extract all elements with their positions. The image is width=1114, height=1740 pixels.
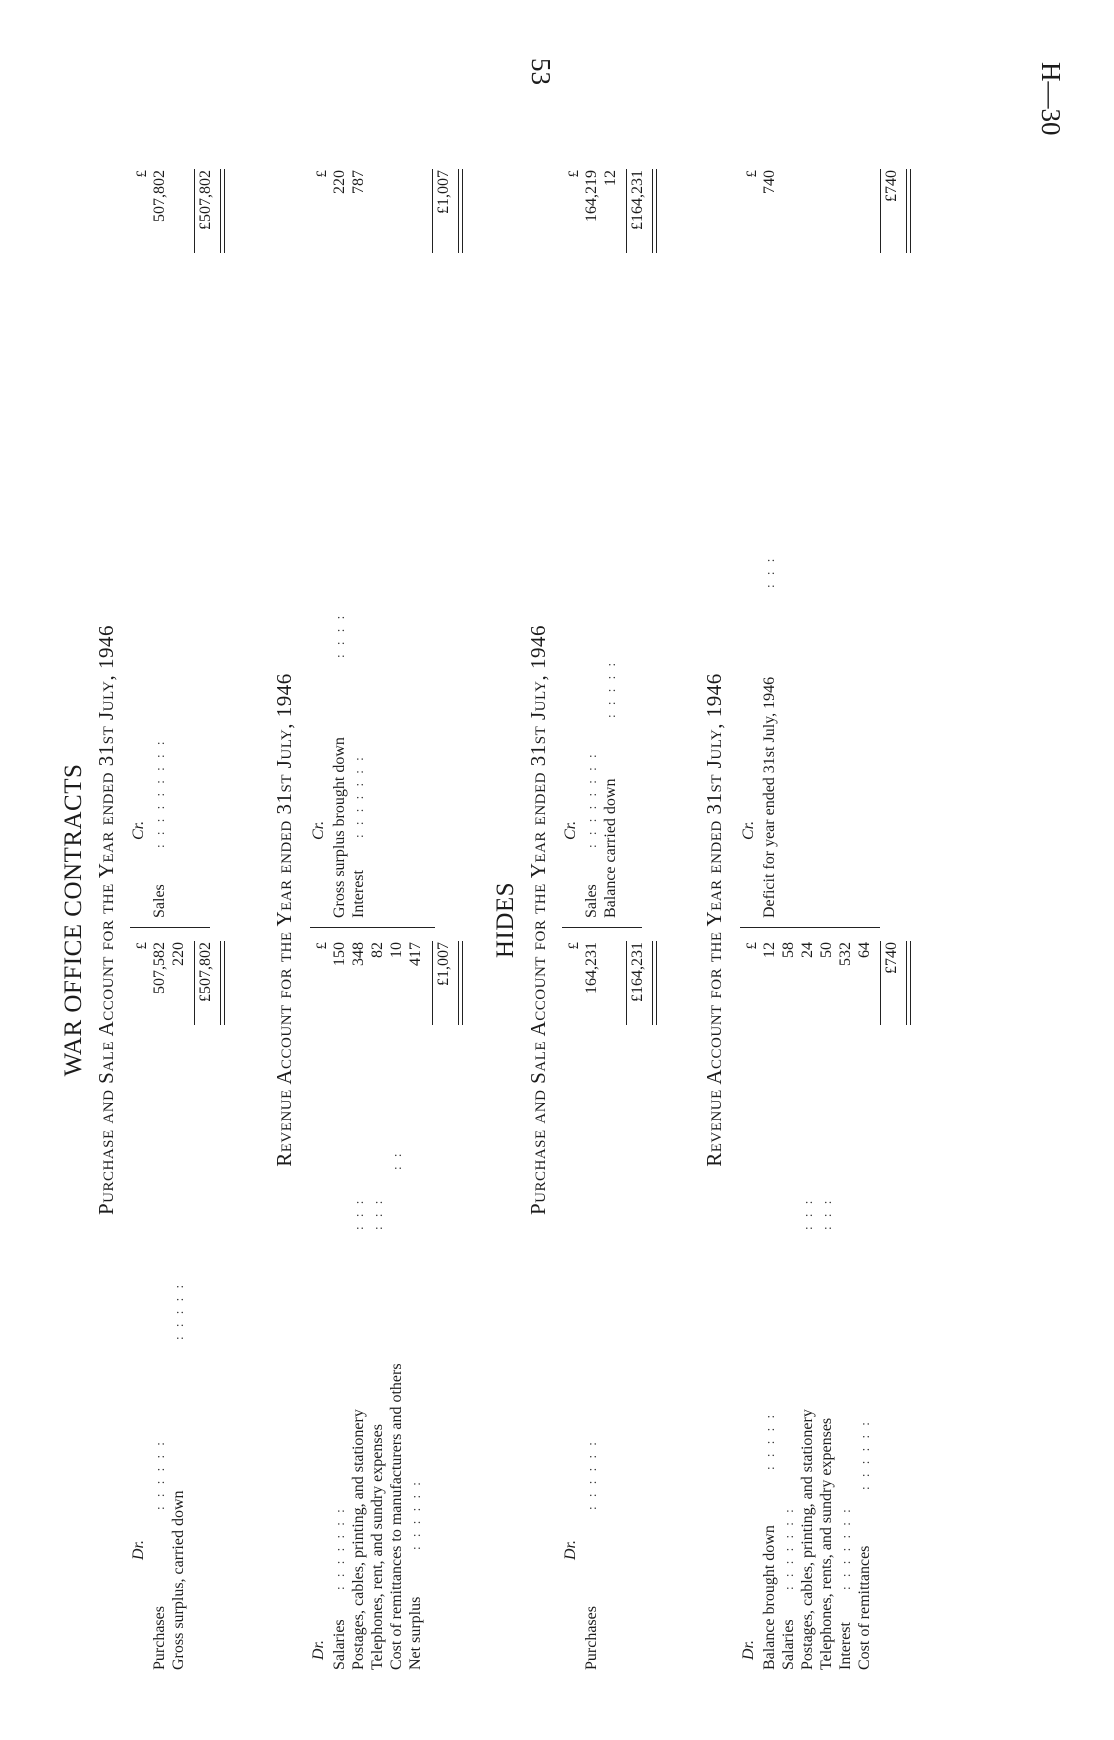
leader-dots: : : : : : : <box>584 1439 599 1510</box>
item-amount: 164,219 <box>583 170 600 222</box>
item-label: Balance carried down <box>602 778 619 918</box>
ledger-line <box>150 940 169 1670</box>
item-amount: 532 <box>837 942 854 966</box>
total-double-rule <box>906 169 911 253</box>
section-title-hides: HIDES <box>492 881 519 959</box>
leader-dots: : : : <box>351 1197 366 1230</box>
rotated-page-content <box>60 160 1080 1680</box>
section-title-war-office: WAR OFFICE CONTRACTS <box>60 763 87 1077</box>
leader-dots: : : : : <box>332 612 347 658</box>
item-label: Cost of remittances to manufacturers and others <box>388 1363 405 1670</box>
ledger-line <box>855 940 874 1670</box>
purchase-sale-account-war-office <box>130 160 250 1680</box>
ledger-line <box>406 940 425 1670</box>
cr-label: Cr. <box>740 820 757 840</box>
currency-heading: £ <box>744 942 760 950</box>
purchase-sale-heading-war-office: Purchase and Sale Account for the Year ended 31st July, 1946 <box>94 625 118 1216</box>
total-amount: £740 <box>883 170 900 202</box>
item-label: Net surplus <box>407 1596 424 1670</box>
leader-dots: : : : : : : : <box>351 754 366 838</box>
total-double-rule <box>458 941 463 1025</box>
ledger-line <box>798 940 817 1670</box>
item-label: Gross surplus, carried down <box>170 1490 187 1670</box>
currency-heading: £ <box>314 170 330 178</box>
item-amount: 24 <box>799 942 816 958</box>
total-double-rule <box>906 941 911 1025</box>
leader-dots: : : : <box>819 1197 834 1230</box>
leader-dots: : : : : : : : <box>781 1506 796 1590</box>
cr-label: Cr. <box>562 820 579 840</box>
currency-heading: £ <box>566 942 582 950</box>
subtotal-rule <box>194 941 195 1025</box>
subtotal-rule <box>194 169 195 253</box>
item-amount: 82 <box>369 942 386 958</box>
revenue-account-hides <box>740 160 920 1680</box>
ledger-line <box>601 166 620 918</box>
item-label: Sales <box>583 884 600 918</box>
item-label: Postages, cables, printing, and stationery <box>799 1409 816 1670</box>
ledger-line <box>760 940 779 1670</box>
ledger-line <box>760 166 779 918</box>
dr-label: Dr. <box>310 1639 327 1660</box>
total-double-rule <box>652 169 657 253</box>
subtotal-rule <box>880 941 881 1025</box>
page-reference: H—30 <box>1036 62 1066 136</box>
item-label: Gross surplus brought down <box>331 737 348 918</box>
leader-dots: : : : : : : <box>857 1419 872 1490</box>
column-divider <box>130 927 210 928</box>
ledger-line <box>330 166 349 918</box>
item-amount: 507,582 <box>151 942 168 994</box>
column-divider <box>310 927 435 928</box>
ledger-line <box>836 940 855 1670</box>
dr-label: Dr. <box>740 1639 757 1660</box>
subtotal-rule <box>880 169 881 253</box>
item-label: Interest <box>350 870 367 918</box>
leader-dots: : : : : : <box>171 1281 186 1340</box>
leader-dots: : : : : : <box>603 659 618 718</box>
cr-label: Cr. <box>310 820 327 840</box>
item-amount: 740 <box>761 170 778 194</box>
currency-heading: £ <box>314 942 330 950</box>
total-amount: £164,231 <box>629 942 646 1002</box>
leader-dots: : : : : : : : : : <box>152 738 167 848</box>
item-amount: 12 <box>602 170 619 186</box>
item-label: Purchases <box>583 1606 600 1670</box>
item-label: Balance brought down <box>761 1525 778 1670</box>
revenue-heading-hides: Revenue Account for the Year ended 31st July, 1946 <box>702 673 726 1167</box>
item-amount: 417 <box>407 942 424 966</box>
item-label: Salaries <box>780 1619 797 1670</box>
ledger-line <box>330 940 349 1670</box>
subtotal-rule <box>432 169 433 253</box>
column-divider <box>740 927 880 928</box>
ledger-line <box>779 940 798 1670</box>
currency-heading: £ <box>744 170 760 178</box>
revenue-account-war-office <box>310 160 470 1680</box>
item-amount: 164,231 <box>583 942 600 994</box>
leader-dots: : : <box>389 1150 404 1170</box>
ledger-line <box>150 166 169 918</box>
revenue-heading-war-office: Revenue Account for the Year ended 31st July, 1946 <box>272 673 296 1167</box>
ledger-line <box>387 940 406 1670</box>
total-amount: £740 <box>883 942 900 974</box>
ledger-line <box>582 166 601 918</box>
dr-label: Dr. <box>562 1539 579 1560</box>
leader-dots: : : : : : : <box>408 1479 423 1550</box>
item-label: Salaries <box>331 1619 348 1670</box>
total-amount: £507,802 <box>197 170 214 230</box>
total-double-rule <box>220 169 225 253</box>
currency-heading: £ <box>566 170 582 178</box>
ledger-line <box>349 166 368 918</box>
subtotal-rule <box>626 169 627 253</box>
leader-dots: : : : : : : : <box>838 1506 853 1590</box>
ledger-line <box>169 940 188 1670</box>
item-amount: 12 <box>761 942 778 958</box>
leader-dots: : : : : : : : <box>332 1506 347 1590</box>
total-amount: £507,802 <box>197 942 214 1002</box>
item-label: Postages, cables, printing, and stationery <box>350 1409 367 1670</box>
item-amount: 10 <box>388 942 405 958</box>
total-double-rule <box>220 941 225 1025</box>
currency-heading: £ <box>134 170 150 178</box>
total-double-rule <box>652 941 657 1025</box>
subtotal-rule <box>626 941 627 1025</box>
item-label: Cost of remittances <box>856 1545 873 1670</box>
column-divider <box>562 927 642 928</box>
total-amount: £1,007 <box>435 170 452 214</box>
ledger-line <box>817 940 836 1670</box>
leader-dots: : : : <box>800 1197 815 1230</box>
ledger-line <box>349 940 368 1670</box>
leader-dots: : : : <box>370 1197 385 1230</box>
cr-label: Cr. <box>130 820 147 840</box>
item-label: Deficit for year ended 31st July, 1946 <box>761 676 778 918</box>
item-amount: 507,802 <box>151 170 168 222</box>
leader-dots: : : : <box>762 555 777 588</box>
item-amount: 150 <box>331 942 348 966</box>
item-amount: 64 <box>856 942 873 958</box>
item-amount: 348 <box>350 942 367 966</box>
leader-dots: : : : : : : <box>152 1439 167 1510</box>
item-label: Purchases <box>151 1606 168 1670</box>
item-label: Telephones, rent, and sundry expenses <box>369 1424 386 1670</box>
item-label: Telephones, rents, and sundry expenses <box>818 1417 835 1670</box>
total-double-rule <box>458 169 463 253</box>
item-amount: 220 <box>170 942 187 966</box>
item-label: Sales <box>151 884 168 918</box>
item-amount: 220 <box>331 170 348 194</box>
item-label: Interest <box>837 1622 854 1670</box>
item-amount: 58 <box>780 942 797 958</box>
leader-dots: : : : : : : : : <box>584 751 599 848</box>
dr-label: Dr. <box>130 1539 147 1560</box>
currency-heading: £ <box>134 942 150 950</box>
page-number: 53 <box>526 58 556 85</box>
purchase-sale-account-hides <box>562 160 682 1680</box>
ledger-line <box>582 940 601 1670</box>
item-amount: 787 <box>350 170 367 194</box>
ledger-line <box>368 940 387 1670</box>
total-amount: £164,231 <box>629 170 646 230</box>
total-amount: £1,007 <box>435 942 452 986</box>
item-amount: 50 <box>818 942 835 958</box>
leader-dots: : : : : : <box>762 1411 777 1470</box>
purchase-sale-heading-hides: Purchase and Sale Account for the Year ended 31st July, 1946 <box>526 625 550 1216</box>
subtotal-rule <box>432 941 433 1025</box>
